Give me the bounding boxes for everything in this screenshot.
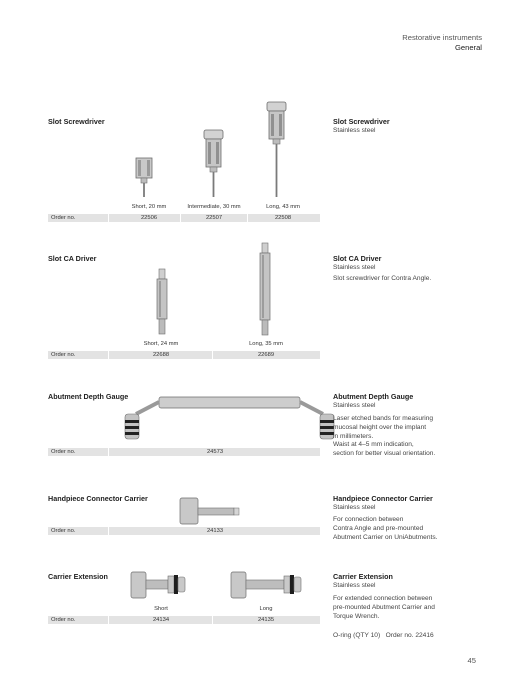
desc-line: pre-mounted Abutment Carrier and: [333, 604, 435, 612]
column-divider: [108, 448, 109, 456]
handpiece-connector-carrier-image: [180, 498, 239, 524]
order-number: 22688: [152, 352, 170, 358]
order-label: Order no.: [51, 528, 76, 534]
slot-ca-driver-title: Slot CA Driver: [48, 254, 97, 263]
abutment-depth-gauge-title: Abutment Depth Gauge: [48, 392, 129, 401]
desc-line: Laser etched bands for measuring: [333, 415, 434, 422]
carrier-extension-long-image: [231, 572, 301, 598]
carrier-extension-title: Carrier Extension: [48, 572, 108, 581]
variant-label: Short: [154, 606, 168, 612]
order-label: Order no.: [51, 352, 76, 358]
order-number: 22508: [274, 215, 292, 221]
order-number: 24133: [206, 528, 224, 534]
carrier-extension-desc: [333, 594, 435, 622]
variant-label: Long: [259, 606, 273, 612]
order-label: Order no.: [51, 617, 76, 623]
abutment-depth-gauge-right-title: Abutment Depth Gauge: [333, 392, 414, 401]
desc-line: Contra Angle and pre-mounted: [333, 525, 424, 533]
order-number: 24134: [152, 617, 170, 623]
variant-label: Short, 24 mm: [143, 341, 179, 347]
carrier-extension-material: Stainless steel: [333, 582, 376, 589]
slot-ca-driver-description: Slot screwdriver for Contra Angle.: [333, 275, 432, 282]
slot-screwdriver-material: Stainless steel: [333, 127, 376, 134]
screwdriver-short-image: [136, 158, 152, 197]
carrier-extension-short-image: [131, 572, 185, 598]
header-subsection: General: [454, 43, 482, 52]
desc-line: Abutment Carrier on UniAbutments.: [333, 534, 438, 542]
abutment-depth-gauge-desc1: [333, 414, 433, 442]
desc-line: For extended connection between: [333, 595, 433, 602]
desc-line: For connection between: [333, 516, 404, 523]
order-label: Order no.: [51, 215, 76, 221]
order-number: 22689: [257, 352, 275, 358]
variant-label: Short, 20 mm: [131, 204, 167, 210]
handpiece-connector-carrier-right-title: Handpiece Connector Carrier: [333, 494, 433, 503]
desc-line: Waist at 4–5 mm indication,: [333, 441, 414, 448]
variant-label: Long, 43 mm: [266, 204, 300, 210]
desc-line: section for better visual orientation.: [333, 450, 436, 458]
column-divider: [108, 616, 109, 624]
order-number: 24135: [257, 617, 275, 623]
slot-screwdriver-right-title: Slot Screwdriver: [333, 117, 390, 126]
order-number: 22507: [205, 215, 223, 221]
slot-screwdriver-title: Slot Screwdriver: [48, 117, 105, 126]
variant-label: Long, 35 mm: [249, 341, 283, 347]
order-number: 22506: [140, 215, 158, 221]
abutment-depth-gauge-material: Stainless steel: [333, 402, 376, 409]
desc-line: Torque Wrench.: [333, 613, 380, 621]
variant-label: Intermediate, 30 mm: [187, 204, 241, 210]
gauge-etching: [168, 399, 170, 405]
desc-line: in millimeters.: [333, 433, 374, 441]
page-number: 45: [467, 656, 476, 665]
carrier-extension-right-title: Carrier Extension: [333, 572, 393, 581]
desc-line: mucosal height over the implant: [333, 424, 427, 432]
header-section: Restorative instruments: [402, 33, 482, 42]
column-divider: [108, 527, 109, 535]
handpiece-connector-carrier-desc: [333, 515, 437, 543]
screwdriver-long-image: [267, 102, 286, 197]
column-divider: [108, 214, 109, 222]
order-label: Order no.: [51, 449, 76, 455]
ca-driver-long-image: [260, 243, 270, 335]
o-ring-order: O-ring (QTY 10) Order no. 22416: [333, 632, 434, 639]
ca-driver-short-image: [157, 269, 167, 334]
slot-ca-driver-right-title: Slot CA Driver: [333, 254, 382, 263]
screwdriver-intermediate-image: [204, 130, 223, 197]
slot-ca-driver-material: Stainless steel: [333, 264, 376, 271]
order-number: 24573: [206, 449, 224, 455]
column-divider: [108, 351, 109, 359]
abutment-depth-gauge-image: [125, 397, 334, 439]
abutment-depth-gauge-desc2: [333, 440, 435, 458]
handpiece-connector-carrier-material: Stainless steel: [333, 504, 376, 511]
handpiece-connector-carrier-title: Handpiece Connector Carrier: [48, 494, 148, 503]
